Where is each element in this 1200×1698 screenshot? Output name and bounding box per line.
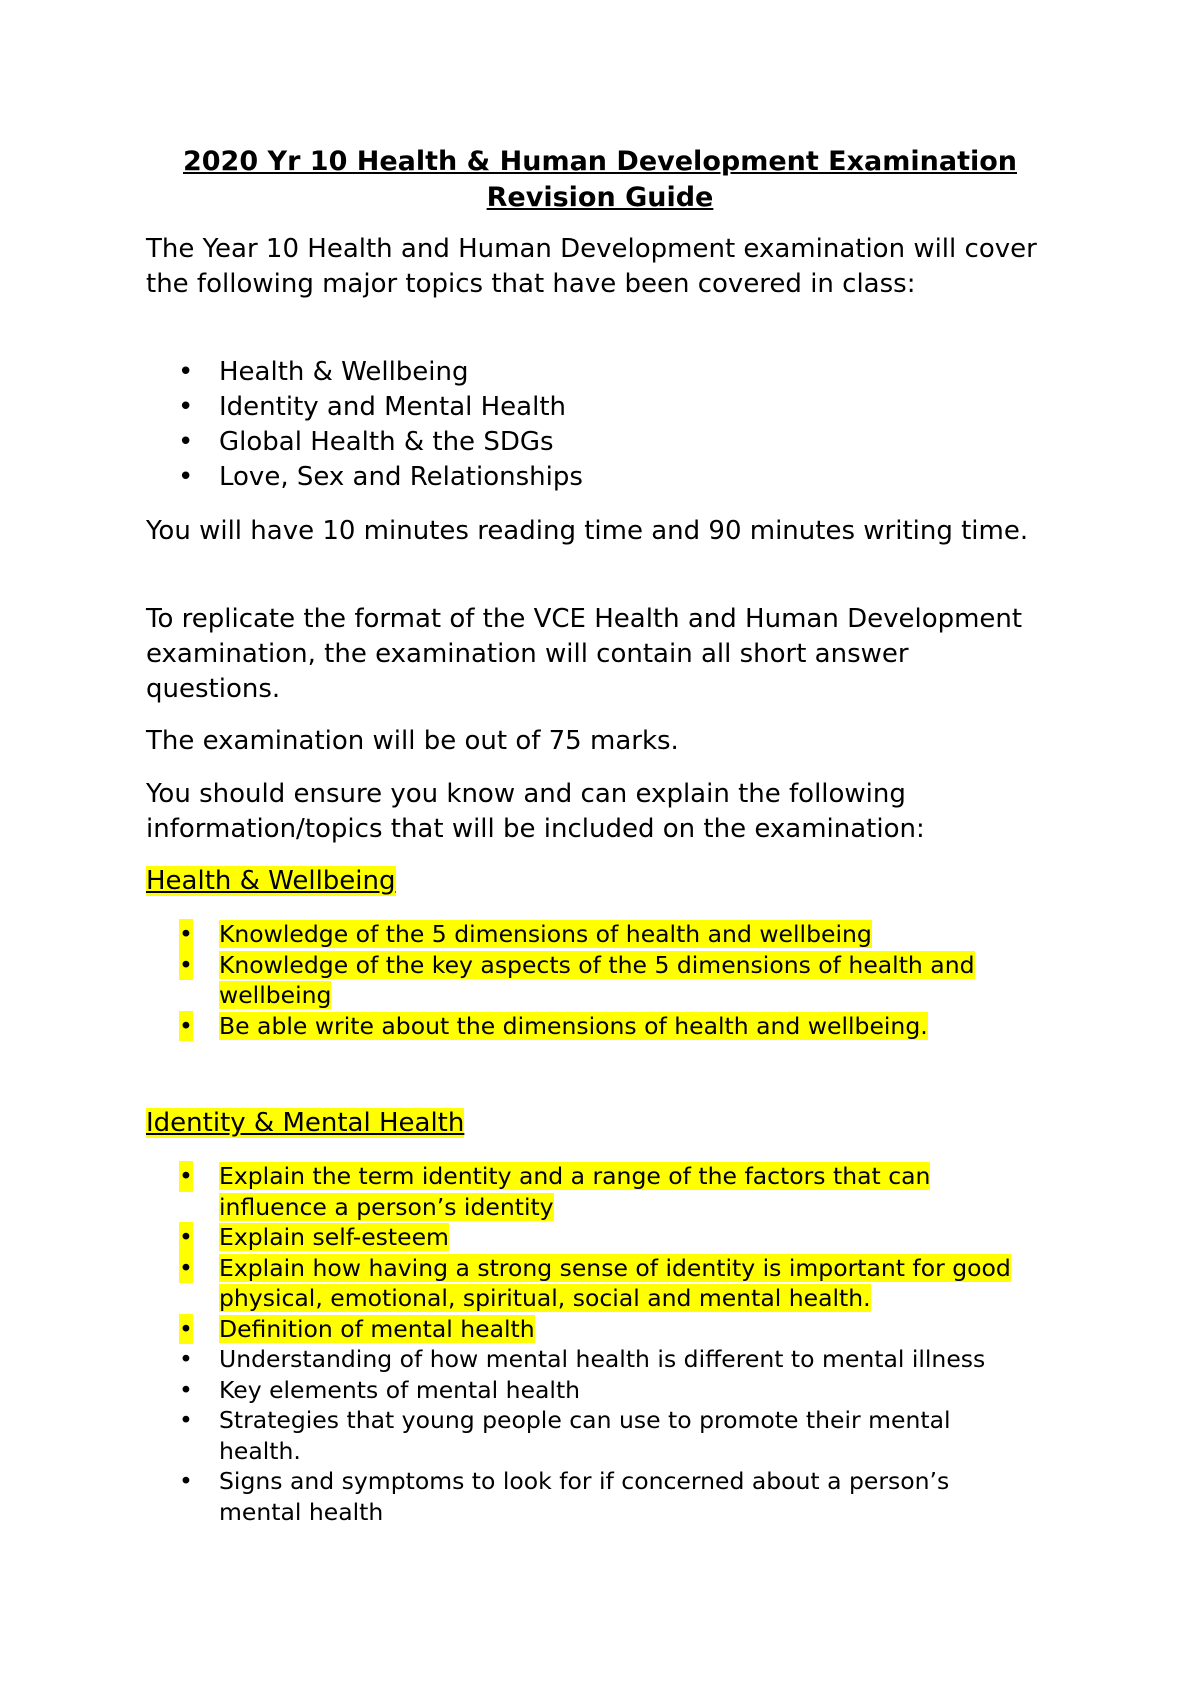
bullet-icon: • [178, 427, 194, 457]
section-heading-health-wellbeing: Health & Wellbeing [146, 866, 396, 896]
list-item: • Health & Wellbeing [146, 355, 583, 390]
bullet-icon: • [178, 392, 194, 422]
list-item: • Understanding of how mental health is different to mental illness [179, 1345, 986, 1373]
bullet-icon: • [179, 1223, 193, 1251]
marks-paragraph: The examination will be out of 75 marks. [146, 726, 679, 756]
bullet-icon: • [179, 920, 193, 948]
list-item: • Knowledge of the 5 dimensions of health and wellbeing [179, 920, 872, 948]
bullet-icon: • [178, 357, 194, 387]
list-item: • Explain self-esteem [179, 1223, 449, 1251]
list-item: • Be able write about the dimensions of health and wellbeing. [179, 1011, 928, 1040]
identity-mental-health-list [146, 1161, 1066, 1527]
bullet-icon: • [179, 1467, 193, 1495]
list-item: • Global Health & the SDGs [146, 425, 583, 460]
time-paragraph: You will have 10 minutes reading time and 90 minutes writing time. [146, 516, 1029, 546]
list-item: • Love, Sex and Relationships [146, 460, 583, 495]
bullet-icon: • [179, 950, 193, 979]
bullet-icon: • [179, 1253, 193, 1282]
health-wellbeing-list [146, 919, 1066, 1041]
ensure-paragraph: You should ensure you know and can explain the following information/topics that will be included on the examination: [146, 779, 925, 844]
bullet-icon: • [179, 1011, 193, 1040]
list-item: • Explain how having a strong sense of identity is important for good physical, emotional, spiritual, social and mental health. [179, 1253, 1011, 1312]
bullet-icon: • [179, 1406, 193, 1434]
title-line-1: 2020 Yr 10 Health & Human Development Examination [182, 146, 1018, 177]
document-title [146, 144, 1054, 216]
format-paragraph: To replicate the format of the VCE Health and Human Development examination, the examination will contain all short answer questions. [146, 604, 1023, 704]
major-topics-list [146, 355, 583, 495]
list-item: • Strategies that young people can use to promote their mental health. [179, 1406, 951, 1465]
list-item: • Key elements of mental health [179, 1375, 581, 1404]
list-item: • Identity and Mental Health [146, 390, 583, 425]
bullet-icon: • [179, 1162, 193, 1190]
list-item: • Definition of mental health [179, 1314, 535, 1343]
bullet-icon: • [178, 462, 194, 492]
list-item: • Explain the term identity and a range of the factors that can influence a person’s identity [179, 1162, 931, 1221]
bullet-icon: • [179, 1375, 193, 1404]
list-item: • Knowledge of the key aspects of the 5 dimensions of health and wellbeing [179, 950, 975, 1009]
bullet-icon: • [179, 1345, 193, 1373]
intro-paragraph: The Year 10 Health and Human Development examination will cover the following major topics that have been covered in class: [146, 234, 1037, 299]
bullet-icon: • [179, 1314, 193, 1343]
title-line-2: Revision Guide [486, 182, 714, 213]
section-heading-identity-mental-health: Identity & Mental Health [146, 1108, 465, 1138]
list-item: • Signs and symptoms to look for if concerned about a person’s mental health [179, 1467, 950, 1526]
